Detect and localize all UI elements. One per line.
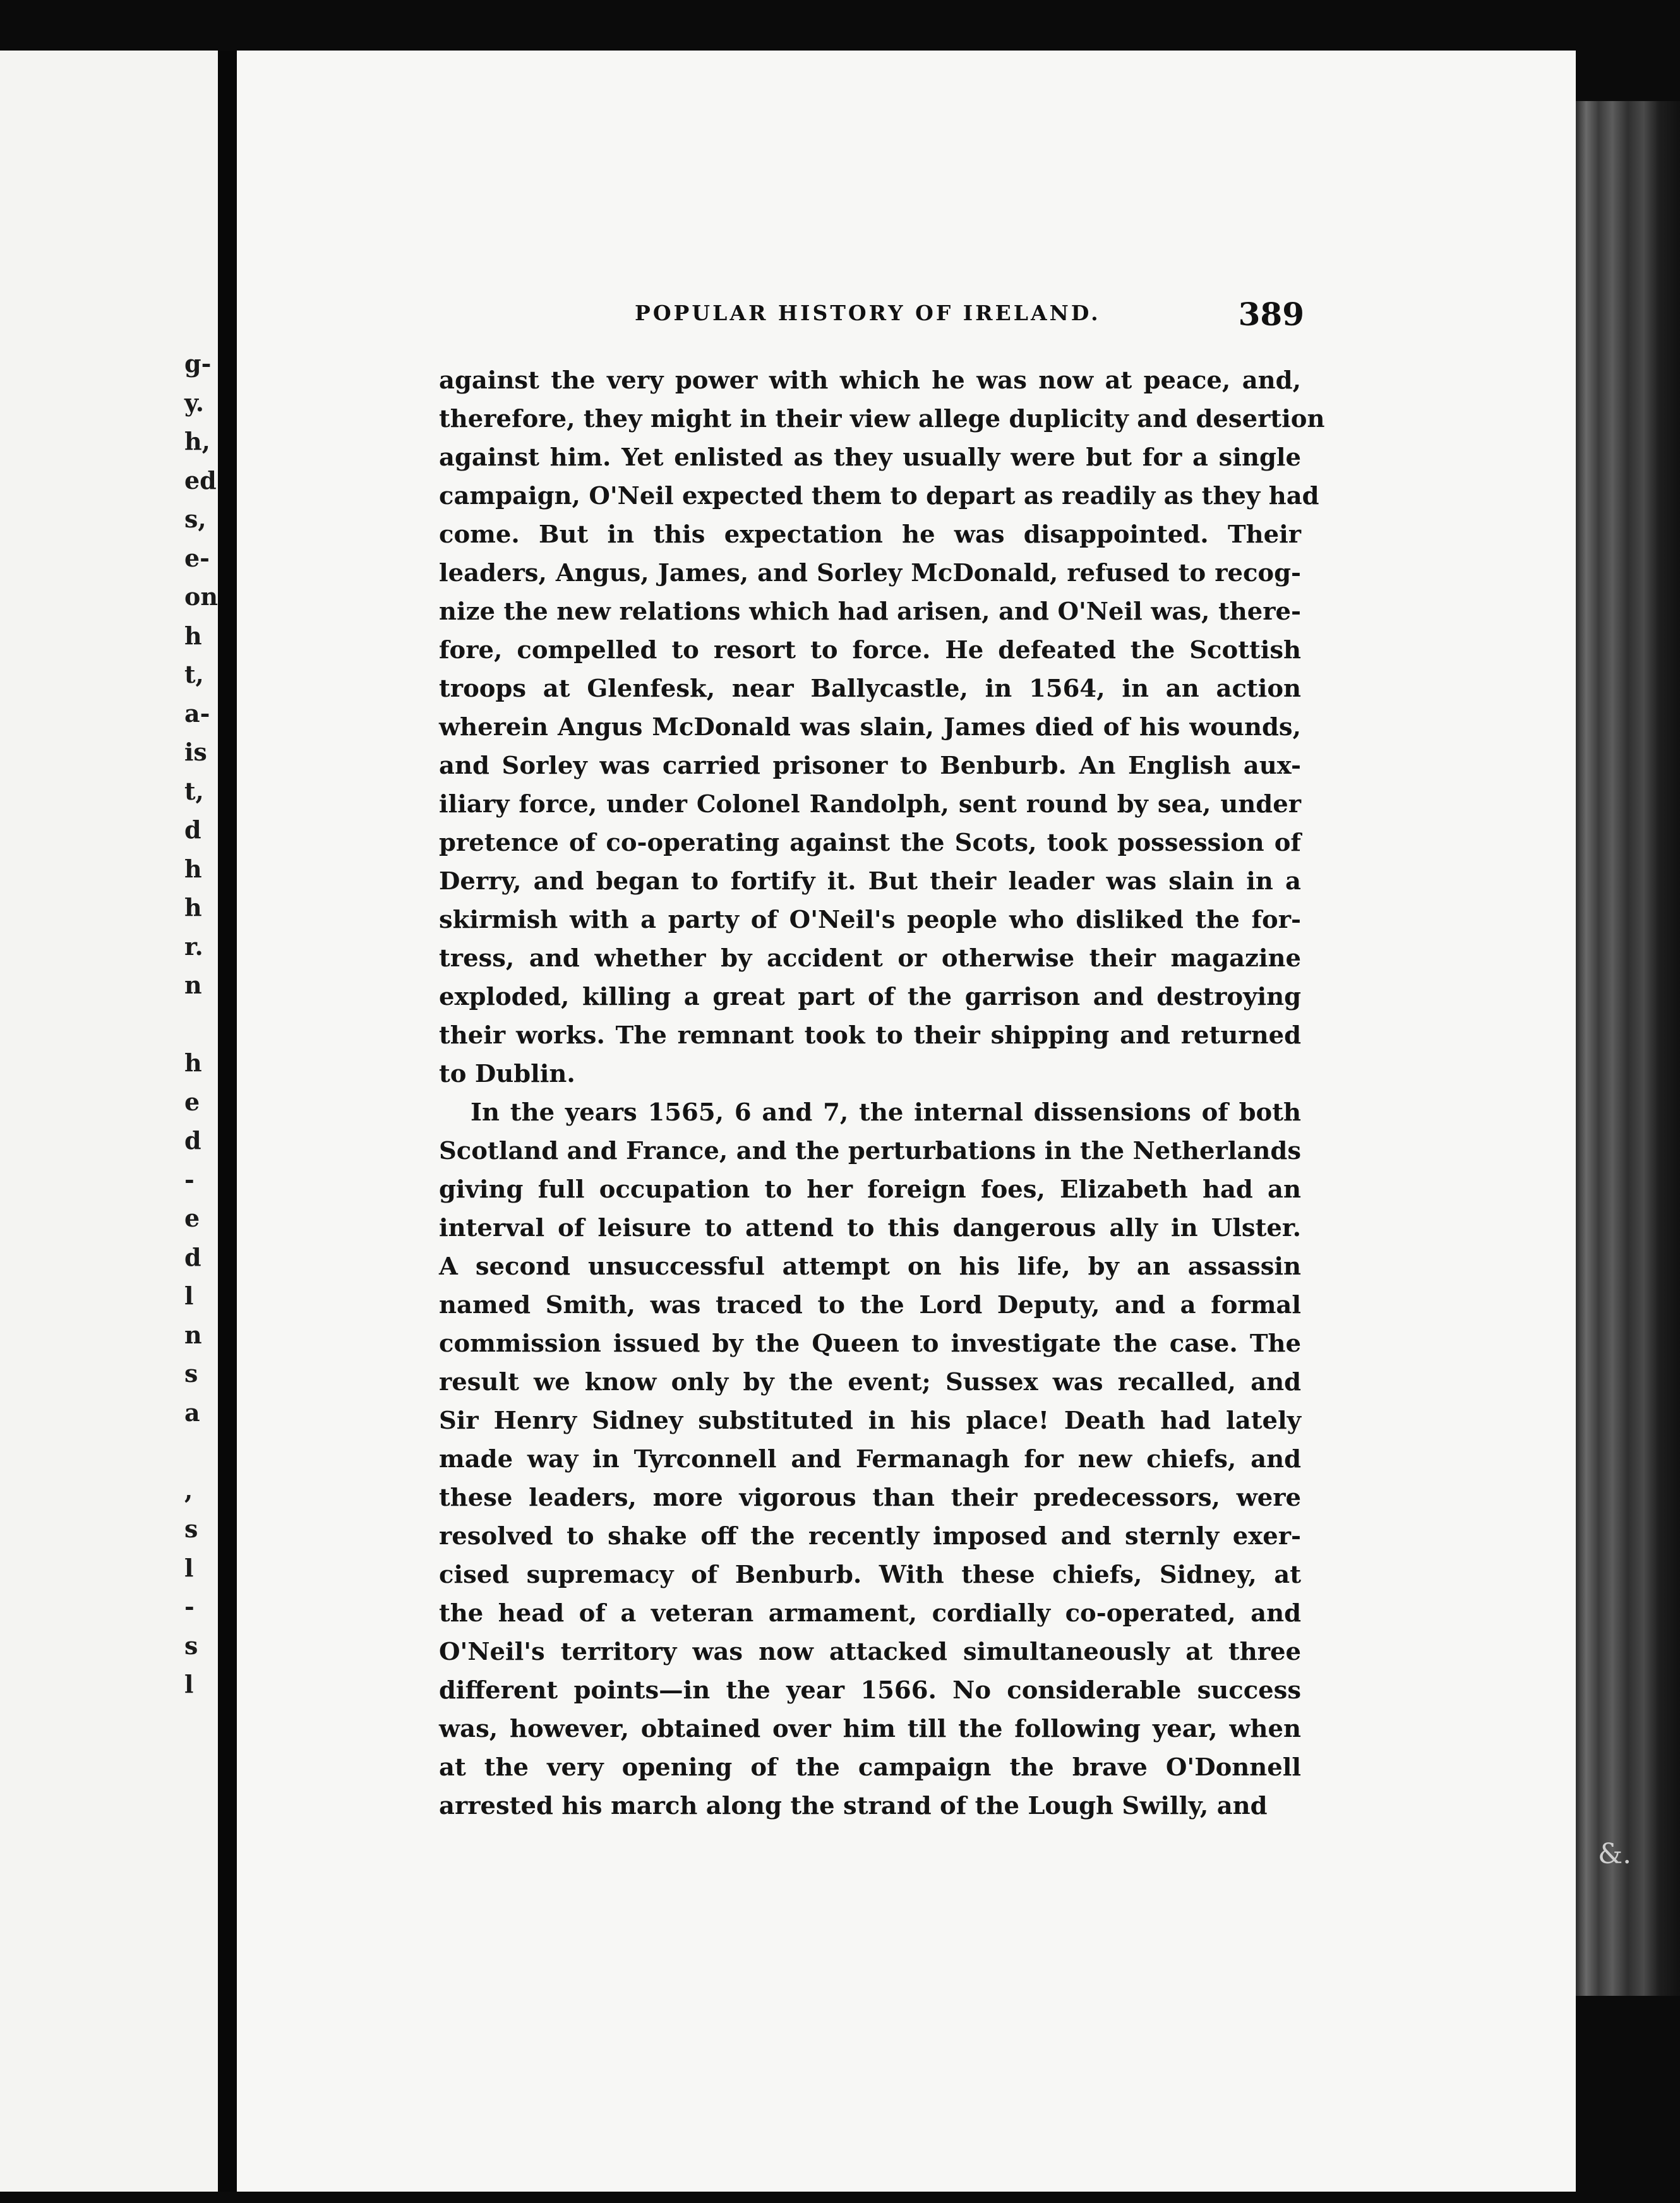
left-line-ending: y. xyxy=(184,388,204,417)
text-line: made way in Tyrconnell and Fermanagh for new chiefs, and xyxy=(439,1445,1301,1474)
running-title: POPULAR HISTORY OF IRELAND. xyxy=(635,301,1101,325)
left-line-ending xyxy=(184,1005,216,1044)
text-line: A second unsuccessful attempt on his life, by an assassin xyxy=(439,1252,1301,1281)
text-line: campaign, O'Neil expected them to depart as readily as they had xyxy=(439,482,1319,510)
text-line: fore, compelled to resort to force. He defeated the Scottish xyxy=(439,636,1301,664)
page-number: 389 xyxy=(1238,296,1304,333)
left-line-ending: s, xyxy=(184,505,207,533)
text-line: interval of leisure to attend to this dangerous ally in Ulster. xyxy=(439,1214,1301,1242)
text-line: the head of a veteran armament, cordially co-operated, and xyxy=(439,1599,1301,1628)
left-line-ending: t, xyxy=(184,776,204,805)
left-line-ending: s xyxy=(184,1359,198,1388)
left-line-ending xyxy=(184,1743,216,1782)
text-line: named Smith, was traced to the Lord Deputy, and a formal xyxy=(439,1291,1301,1319)
left-line-ending: l xyxy=(184,1553,194,1582)
text-line: against him. Yet enlisted as they usually were but for a single xyxy=(439,443,1301,472)
left-page-line-endings xyxy=(184,344,216,1782)
running-head xyxy=(635,296,1304,333)
left-line-ending: ed xyxy=(184,465,217,495)
text-line: come. But in this expectation he was disappointed. Their xyxy=(439,520,1301,549)
left-line-ending: e xyxy=(184,1204,200,1232)
left-line-ending: - xyxy=(184,1165,195,1194)
text-line: tress, and whether by accident or otherwise their magazine xyxy=(439,944,1301,973)
left-line-ending: h xyxy=(184,893,202,921)
left-line-ending: h, xyxy=(184,427,210,455)
text-line: Sir Henry Sidney substituted in his place! Death had lately xyxy=(439,1407,1301,1435)
text-line: skirmish with a party of O'Neil's people who disliked the for- xyxy=(439,906,1301,934)
left-line-ending: r. xyxy=(184,932,203,961)
left-line-ending: d xyxy=(184,1242,201,1271)
text-line: O'Neil's territory was now attacked simultaneously at three xyxy=(439,1638,1301,1666)
text-line: leaders, Angus, James, and Sorley McDonald, refused to recog- xyxy=(439,559,1301,587)
book-gutter xyxy=(218,51,237,2192)
text-line: to Dublin. xyxy=(439,1060,575,1088)
left-line-ending: s xyxy=(184,1631,198,1660)
left-line-ending: a xyxy=(184,1398,200,1427)
left-line-ending: h xyxy=(184,621,202,650)
left-line-ending: n xyxy=(184,971,202,999)
text-line: exploded, killing a great part of the garrison and destroying xyxy=(439,983,1301,1011)
left-line-ending: g- xyxy=(184,349,212,378)
text-line: against the very power with which he was now at peace, and, xyxy=(439,366,1301,395)
text-line: their works. The remnant took to their shipping and returned xyxy=(439,1021,1301,1050)
text-line: different points—in the year 1566. No considerable success xyxy=(439,1676,1301,1705)
text-line: troops at Glenfesk, near Ballycastle, in 1564, in an action xyxy=(439,675,1301,703)
text-line: at the very opening of the campaign the brave O'Donnell xyxy=(439,1753,1301,1782)
left-line-ending xyxy=(184,1704,216,1743)
text-line: Derry, and began to fortify it. But their leader was slain in a xyxy=(439,867,1301,896)
left-line-ending xyxy=(184,1432,216,1471)
left-line-ending: , xyxy=(184,1475,193,1504)
body-text xyxy=(439,361,1325,1825)
text-line: arrested his march along the strand of the Lough Swilly, and xyxy=(439,1792,1268,1820)
text-line: result we know only by the event; Sussex was recalled, and xyxy=(439,1368,1301,1396)
left-line-ending: h xyxy=(184,854,202,883)
left-line-ending: s xyxy=(184,1515,198,1543)
left-line-ending: l xyxy=(184,1282,194,1310)
text-line: Scotland and France, and the perturbations in the Netherlands xyxy=(439,1137,1301,1165)
left-line-ending: t, xyxy=(184,660,204,688)
text-line: iliary force, under Colonel Randolph, sent round by sea, under xyxy=(439,790,1301,819)
left-line-ending: a- xyxy=(184,699,210,728)
text-line: and Sorley was carried prisoner to Benburb. An English aux- xyxy=(439,752,1301,780)
text-line: In the years 1565, 6 and 7, the internal dissensions of both xyxy=(471,1098,1301,1127)
text-line: resolved to shake off the recently imposed and sternly exer- xyxy=(439,1522,1301,1551)
page-edges xyxy=(1576,101,1680,1996)
left-line-ending: d xyxy=(184,1126,201,1155)
left-line-ending: e- xyxy=(184,543,210,572)
left-line-ending: d xyxy=(184,815,201,844)
left-line-ending: is xyxy=(184,738,207,766)
left-line-ending: - xyxy=(184,1592,195,1621)
left-line-ending: e xyxy=(184,1087,200,1116)
left-line-ending: on xyxy=(184,582,218,611)
text-line: was, however, obtained over him till the following year, when xyxy=(439,1715,1301,1743)
text-line: pretence of co-operating against the Scots, took possession of xyxy=(439,829,1301,857)
left-line-ending: l xyxy=(184,1670,194,1698)
left-line-ending: n xyxy=(184,1320,202,1349)
text-line: nize the new relations which had arisen, and O'Neil was, there- xyxy=(439,597,1301,626)
text-line: wherein Angus McDonald was slain, James died of his wounds, xyxy=(439,713,1301,741)
text-line: commission issued by the Queen to investigate the case. The xyxy=(439,1330,1301,1358)
text-line: these leaders, more vigorous than their predecessors, were xyxy=(439,1484,1301,1512)
left-line-ending: h xyxy=(184,1048,202,1077)
text-line: giving full occupation to her foreign foes, Elizabeth had an xyxy=(439,1175,1301,1204)
text-line: therefore, they might in their view allege duplicity and desertion xyxy=(439,405,1325,433)
text-line: cised supremacy of Benburb. With these chiefs, Sidney, at xyxy=(439,1561,1301,1589)
margin-mark: &. xyxy=(1598,1838,1632,1870)
